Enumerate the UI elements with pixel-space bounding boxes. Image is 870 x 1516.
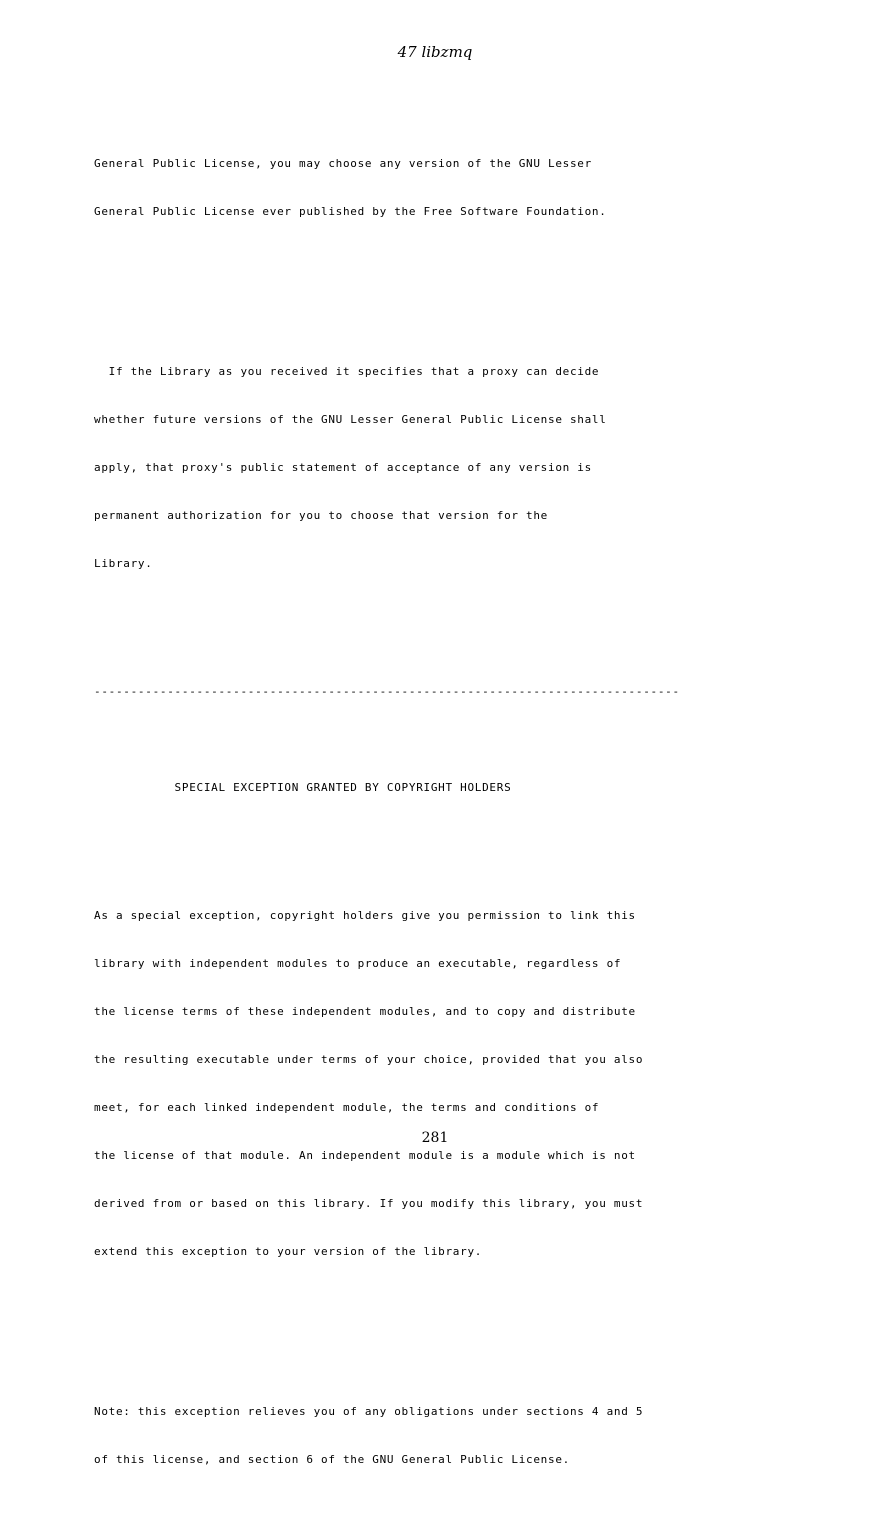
- text-line: As a special exception, copyright holders give you permission to link this: [94, 909, 636, 922]
- text-line: Note: this exception relieves you of any obligations under sections 4 and 5: [94, 1405, 644, 1418]
- text-line: whether future versions of the GNU Lesser General Public License shall: [94, 413, 607, 426]
- license-text: [94, 92, 784, 1516]
- paragraph-note: [94, 1372, 784, 1500]
- running-header: 47 libzmq: [397, 43, 473, 61]
- text-line: Library.: [94, 557, 153, 570]
- text-line: of this license, and section 6 of the GNU General Public License.: [94, 1453, 570, 1466]
- paragraph-gnu-version: [94, 124, 784, 252]
- text-line: the license terms of these independent modules, and to copy and distribute: [94, 1005, 636, 1018]
- text-line: meet, for each linked independent module, the terms and conditions of: [94, 1101, 600, 1114]
- text-line: the license of that module. An independent module is a module which is not: [94, 1149, 636, 1162]
- text-line: extend this exception to your version of the library.: [94, 1245, 483, 1258]
- text-line: General Public License, you may choose any version of the GNU Lesser: [94, 157, 592, 170]
- section-heading: SPECIAL EXCEPTION GRANTED BY COPYRIGHT HOLDERS: [94, 781, 512, 794]
- text-line: If the Library as you received it specifies that a proxy can decide: [94, 365, 600, 378]
- page-number: 281: [421, 1130, 449, 1146]
- text-line: General Public License ever published by the Free Software Foundation.: [94, 205, 607, 218]
- dashed-divider: --------------------------------------------------------------------------------: [94, 685, 680, 698]
- text-line: the resulting executable under terms of your choice, provided that you also: [94, 1053, 644, 1066]
- text-line: library with independent modules to produce an executable, regardless of: [94, 957, 622, 970]
- text-line: derived from or based on this library. If you modify this library, you must: [94, 1197, 644, 1210]
- text-line: permanent authorization for you to choose that version for the: [94, 509, 548, 522]
- text-line: apply, that proxy's public statement of acceptance of any version is: [94, 461, 592, 474]
- paragraph-proxy: [94, 332, 784, 604]
